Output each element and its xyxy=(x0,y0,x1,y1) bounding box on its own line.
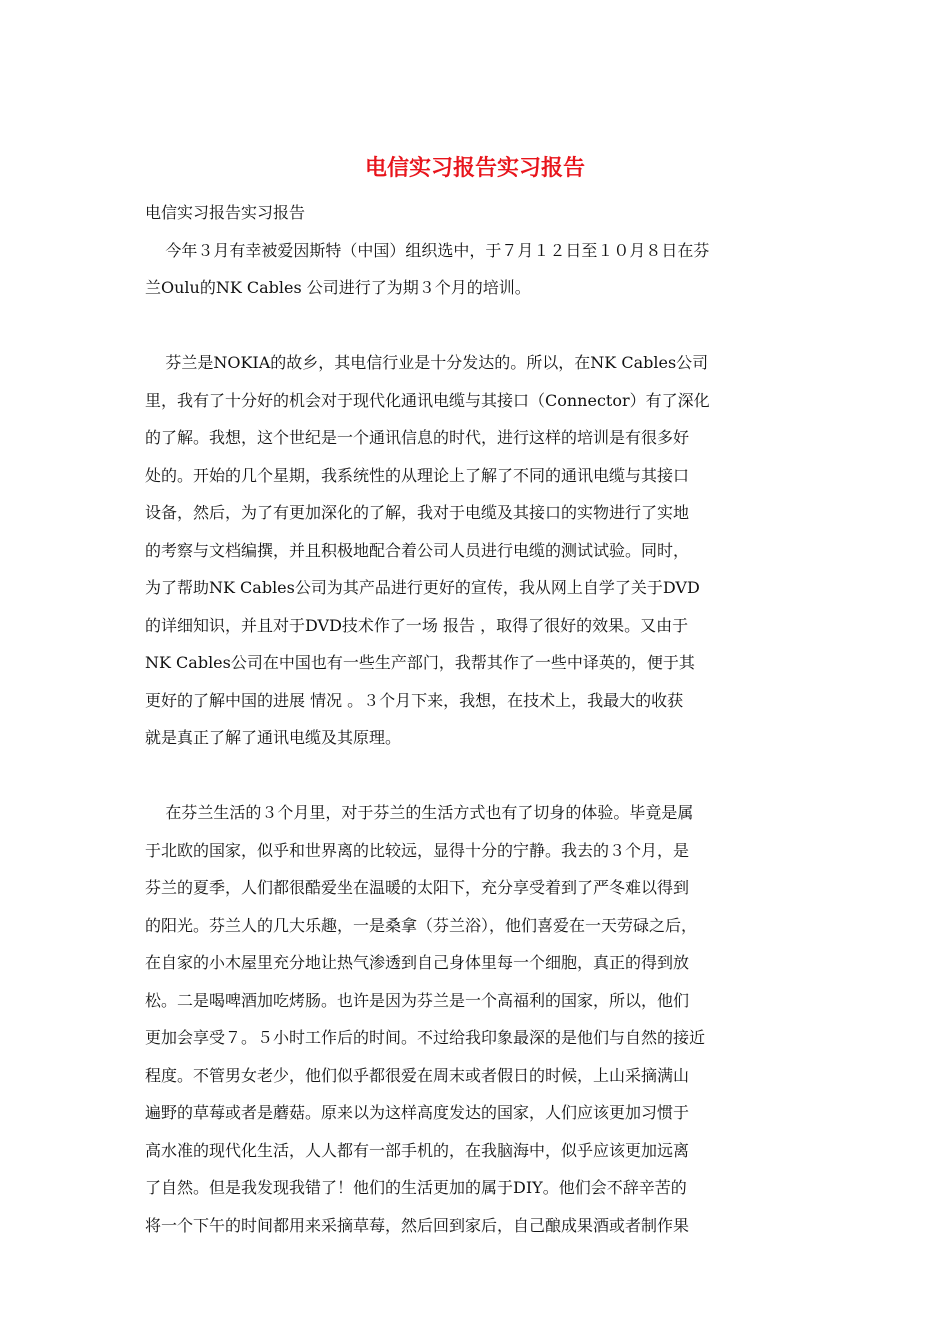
paragraph-spacer xyxy=(145,757,805,795)
document-title: 电信实习报告实习报告 xyxy=(364,155,585,181)
paragraph-1-line-1: 今年３月有幸被爱因斯特（中国）组织选中，于７月１２日至１０月８日在芬 xyxy=(145,240,710,260)
paragraph-spacer xyxy=(145,307,805,345)
paragraph-2-line-2: 里，我有了十分好的机会对于现代化通讯电缆与其接口（Connector）有了深化 xyxy=(145,390,710,410)
paragraph-2-line-11: 就是真正了解了通讯电缆及其原理。 xyxy=(145,728,402,747)
paragraph-3-line-6: 松。二是喝啤酒加吃烤肠。也许是因为芬兰是一个高福利的国家，所以，他们 xyxy=(145,990,690,1010)
paragraph-3-line-11: 了自然。但是我发现我错了！他们的生活更加的属于DIY。他们会不辞辛苦的 xyxy=(145,1178,687,1197)
paragraph-3-line-9: 遍野的草莓或者是蘑菇。原来以为这样高度发达的国家，人们应该更加习惯于 xyxy=(145,1103,690,1122)
paragraph-2-line-6: 的考察与文档编撰，并且积极地配合着公司人员进行电缆的测试试验。同时， xyxy=(145,540,690,560)
paragraph-3-line-8: 程度。不管男女老少，他们似乎都很爱在周末或者假日的时候，上山采摘满山 xyxy=(145,1065,690,1085)
paragraph-2-line-1: 芬兰是NOKIA的故乡，其电信行业是十分发达的。所以，在NK Cables公司 xyxy=(145,353,709,372)
paragraph-2-line-4: 处的。开始的几个星期，我系统性的从理论上了解了不同的通讯电缆与其接口 xyxy=(145,465,690,485)
paragraph-2-line-9: NK Cables公司在中国也有一些生产部门，我帮其作了一些中译英的，便于其 xyxy=(145,653,695,672)
paragraph-3-line-5: 在自家的小木屋里充分地让热气渗透到自己身体里每一个细胞，真正的得到放 xyxy=(145,953,690,972)
paragraph-3-line-2: 于北欧的国家，似乎和世界离的比较远，显得十分的宁静。我去的３个月，是 xyxy=(145,840,690,860)
paragraph-3-line-3: 芬兰的夏季，人们都很酷爱坐在温暖的太阳下，充分享受着到了严冬难以得到 xyxy=(145,878,690,897)
paragraph-1-line-2: 兰Oulu的NK Cables 公司进行了为期３个月的培训。 xyxy=(145,278,531,297)
document-body xyxy=(145,194,805,1244)
paragraph-3-line-4: 的阳光。芬兰人的几大乐趣，一是桑拿（芬兰浴），他们喜爱在一天劳碌之后， xyxy=(145,915,698,935)
document-subtitle: 电信实习报告实习报告 xyxy=(145,203,306,222)
paragraph-2-line-8: 的详细知识，并且对于DVD技术作了一场 报告 ，取得了很好的效果。又由于 xyxy=(145,615,689,635)
paragraph-3-line-10: 高水准的现代化生活，人人都有一部手机的，在我脑海中，似乎应该更加远离 xyxy=(145,1140,690,1160)
paragraph-3-line-12: 将一个下午的时间都用来采摘草莓，然后回到家后，自己酿成果酒或者制作果 xyxy=(145,1215,690,1235)
paragraph-2-line-7: 为了帮助NK Cables公司为其产品进行更好的宣传，我从网上自学了关于DVD xyxy=(145,578,700,597)
paragraph-2-line-5: 设备，然后，为了有更加深化的了解，我对于电缆及其接口的实物进行了实地 xyxy=(145,503,690,522)
paragraph-3-line-1: 在芬兰生活的３个月里，对于芬兰的生活方式也有了切身的体验。毕竟是属 xyxy=(145,803,694,822)
paragraph-2-line-3: 的了解。我想，这个世纪是一个通讯信息的时代，进行这样的培训是有很多好 xyxy=(145,428,690,447)
paragraph-2-line-10: 更好的了解中国的进展 情况 。３个月下来，我想，在技术上，我最大的收获 xyxy=(145,690,684,710)
paragraph-3-line-7: 更加会享受７。５小时工作后的时间。不过给我印象最深的是他们与自然的接近 xyxy=(145,1028,706,1047)
